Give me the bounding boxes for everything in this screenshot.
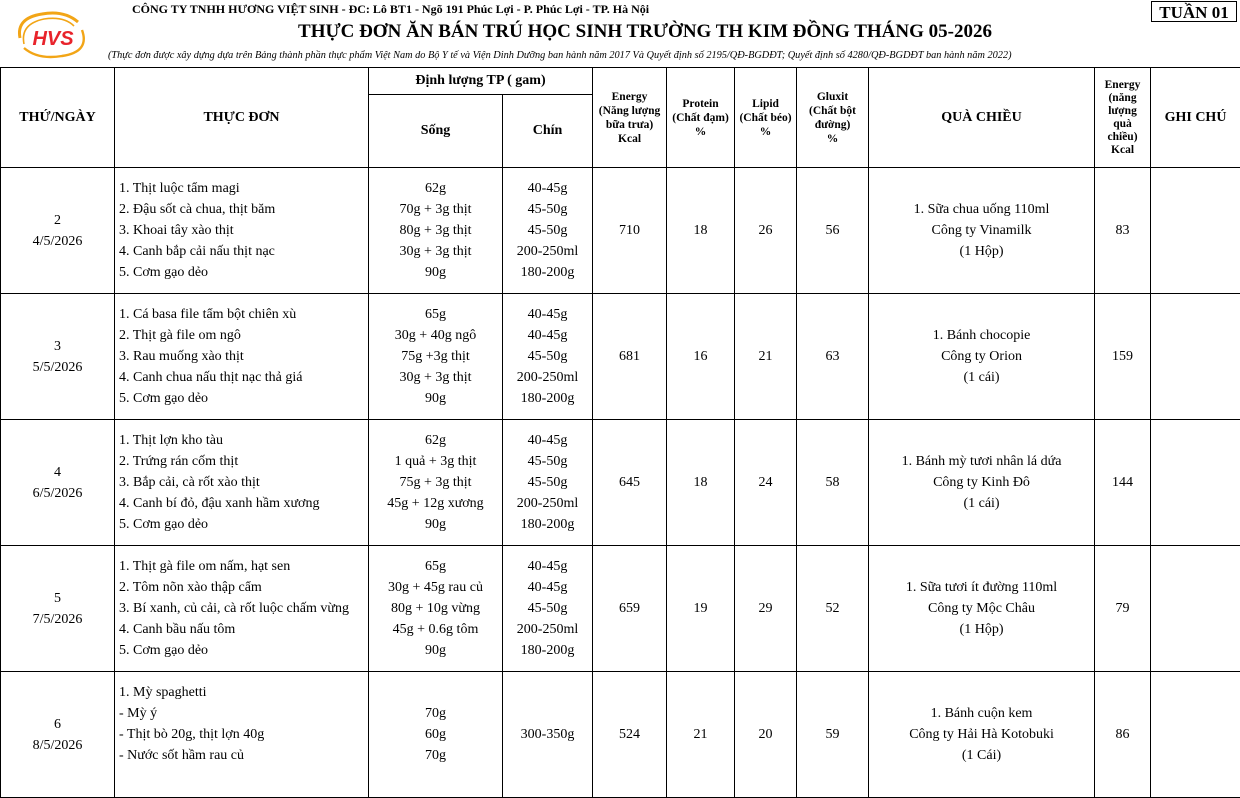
dish-item: 4. Canh bầu nấu tôm	[119, 622, 236, 637]
cooked-amount	[506, 682, 589, 703]
dishes-cell	[115, 672, 369, 798]
snack-line: Công ty Kinh Đô	[933, 475, 1030, 490]
snack-cell	[869, 672, 1095, 798]
snack-line: 1. Bánh mỳ tươi nhân lá dứa	[901, 454, 1062, 469]
raw-amount	[372, 766, 499, 787]
energy-cell	[593, 546, 667, 672]
cooked-amount	[506, 745, 589, 766]
raw-cell	[369, 294, 503, 420]
note-cell	[1151, 672, 1240, 798]
weekday: 6	[54, 716, 61, 732]
gluxit-cell	[797, 672, 869, 798]
raw-amount: 62g	[425, 181, 446, 196]
dish-item	[119, 766, 364, 787]
gluxit-value: 58	[825, 474, 840, 490]
dish-item: 3. Bắp cải, cà rốt xào thịt	[119, 475, 260, 490]
cooked-amount: 45-50g	[527, 601, 568, 616]
snack-line: 1. Sữa tươi ít đường 110ml	[905, 580, 1058, 595]
dish-item: 4. Canh bí đỏ, đậu xanh hầm xương	[119, 496, 320, 511]
snack-cell	[869, 168, 1095, 294]
cooked-cell	[503, 672, 593, 798]
lipid-value: 24	[758, 474, 773, 490]
header-note: GHI CHÚ	[1151, 68, 1240, 168]
day-cell	[1, 546, 115, 672]
snack-line: 1. Bánh cuộn kem	[930, 706, 1033, 721]
dish-item: 1. Thịt gà file om nấm, hạt sen	[119, 559, 291, 574]
day-cell	[1, 420, 115, 546]
cooked-cell	[503, 546, 593, 672]
energy-cell	[593, 294, 667, 420]
date: 4/5/2026	[32, 233, 83, 249]
cooked-cell	[503, 294, 593, 420]
gluxit-cell	[797, 546, 869, 672]
dish-item: 3. Bí xanh, củ cải, cà rốt luộc chấm vừng	[119, 601, 349, 616]
snack-line: 1. Bánh chocopie	[932, 328, 1031, 343]
dish-item: 5. Cơm gạo dẻo	[119, 391, 209, 406]
cooked-amount	[506, 703, 589, 724]
raw-amount: 30g + 45g rau củ	[388, 580, 483, 595]
dish-item: 1. Thịt luộc tẩm magi	[119, 181, 240, 196]
header-snack: QUÀ CHIỀU	[869, 68, 1095, 168]
header-raw: Sống	[369, 95, 503, 168]
cooked-amount: 180-200g	[520, 265, 575, 280]
raw-amount: 30g + 3g thịt	[399, 244, 472, 259]
raw-amount: 90g	[425, 265, 446, 280]
dish-item: 1. Mỳ spaghetti	[119, 685, 207, 700]
snack-energy-value: 83	[1115, 222, 1130, 238]
date: 8/5/2026	[32, 737, 83, 753]
cooked-amount: 45-50g	[527, 454, 568, 469]
protein-value: 21	[693, 726, 708, 742]
weekday: 2	[54, 212, 61, 228]
cooked-amount: 200-250ml	[516, 622, 579, 637]
raw-amount: 45g + 12g xương	[387, 496, 484, 511]
dish-item: 2. Thịt gà file om ngô	[119, 328, 241, 343]
dish-item: - Mỳ ý	[119, 706, 158, 721]
week-badge: TUẦN 01	[1151, 1, 1237, 22]
raw-amount: 65g	[425, 307, 446, 322]
cooked-amount: 180-200g	[520, 643, 575, 658]
raw-amount: 75g +3g thịt	[401, 349, 470, 364]
dish-item: 2. Tôm nõn xào thập cẩm	[119, 580, 262, 595]
protein-value: 16	[693, 348, 708, 364]
energy-cell	[593, 420, 667, 546]
date: 5/5/2026	[32, 359, 83, 375]
company-address: CÔNG TY TNHH HƯƠNG VIỆT SINH - ĐC: Lô BT1 - Ngõ 191 Phúc Lợi - P. Phúc Lợi - TP. Hà Nội	[132, 2, 650, 16]
cooked-amount: 180-200g	[520, 391, 575, 406]
raw-cell	[369, 420, 503, 546]
dish-item: 5. Cơm gạo dẻo	[119, 643, 209, 658]
cooked-amount: 200-250ml	[516, 496, 579, 511]
snack-line: Công ty Vinamilk	[931, 223, 1032, 238]
reference-note: (Thực đơn được xây dựng dựa trên Bảng thành phần thực phẩm Việt Nam do Bộ Y tế và Viện Dinh Dưỡng ban hành năm 2017 Và Quyết định số 2195/QĐ-BGDĐT; Quyết định số 4280/QĐ-BGDĐT ban hành năm 2022)	[108, 50, 1012, 61]
raw-amount: 30g + 40g ngô	[394, 328, 477, 343]
cooked-amount: 45-50g	[527, 202, 568, 217]
lipid-cell	[735, 546, 797, 672]
snack-line: Công ty Mộc Châu	[928, 601, 1035, 616]
energy-value: 681	[619, 348, 641, 364]
dish-item: 4. Canh bắp cải nấu thịt nạc	[119, 244, 275, 259]
dish-item: 4. Canh chua nấu thịt nạc thả giá	[119, 370, 303, 385]
gluxit-value: 59	[825, 726, 840, 742]
cooked-amount: 40-45g	[527, 181, 568, 196]
raw-amount: 90g	[425, 517, 446, 532]
gluxit-cell	[797, 168, 869, 294]
day-row	[1, 168, 1240, 294]
weekday: 3	[54, 338, 61, 354]
raw-amount: 70g	[425, 706, 446, 721]
raw-amount: 70g + 3g thịt	[399, 202, 472, 217]
energy-value: 659	[619, 600, 641, 616]
gluxit-cell	[797, 420, 869, 546]
note-cell	[1151, 546, 1240, 672]
cooked-amount: 200-250ml	[516, 370, 579, 385]
date: 7/5/2026	[32, 611, 83, 627]
cooked-cell	[503, 420, 593, 546]
gluxit-value: 56	[825, 222, 840, 238]
dish-item: - Nước sốt hầm rau củ	[119, 748, 245, 763]
cooked-amount: 40-45g	[527, 433, 568, 448]
header-cooked: Chín	[503, 95, 593, 168]
page-title: THỰC ĐƠN ĂN BÁN TRÚ HỌC SINH TRƯỜNG TH KIM ĐỒNG THÁNG 05-2026	[298, 21, 992, 42]
snack-cell	[869, 546, 1095, 672]
protein-value: 18	[693, 222, 708, 238]
weekday: 5	[54, 590, 61, 606]
dish-item: 2. Trứng rán cốm thịt	[119, 454, 239, 469]
note-cell	[1151, 420, 1240, 546]
header-lipid: Lipid (Chất béo) %	[735, 68, 797, 168]
cooked-amount: 180-200g	[520, 517, 575, 532]
snack-line: Công ty Hải Hà Kotobuki	[909, 727, 1054, 742]
raw-cell	[369, 168, 503, 294]
day-cell	[1, 294, 115, 420]
logo-text: HVS	[32, 28, 74, 50]
raw-amount: 65g	[425, 559, 446, 574]
header-snack-energy: Energy (năng lượng quà chiều) Kcal	[1095, 68, 1151, 168]
cooked-amount: 45-50g	[527, 475, 568, 490]
energy-cell	[593, 672, 667, 798]
cooked-amount: 200-250ml	[516, 244, 579, 259]
dishes-cell	[115, 546, 369, 672]
cooked-amount: 300-350g	[520, 727, 575, 742]
raw-amount: 80g + 3g thịt	[399, 223, 472, 238]
raw-amount: 90g	[425, 391, 446, 406]
snack-energy-cell	[1095, 672, 1151, 798]
snack-energy-cell	[1095, 420, 1151, 546]
dish-item: 5. Cơm gạo dẻo	[119, 517, 209, 532]
dish-item: 1. Cá basa file tẩm bột chiên xù	[119, 307, 297, 322]
dish-item: 3. Khoai tây xào thịt	[119, 223, 234, 238]
snack-energy-cell	[1095, 168, 1151, 294]
lipid-cell	[735, 294, 797, 420]
header-day: THỨ/NGÀY	[1, 68, 115, 168]
dishes-cell	[115, 168, 369, 294]
dish-item: 3. Rau muống xào thịt	[119, 349, 244, 364]
cooked-amount	[506, 766, 589, 787]
protein-cell	[667, 546, 735, 672]
raw-amount: 70g	[425, 748, 446, 763]
dish-item: 5. Cơm gạo dẻo	[119, 265, 209, 280]
gluxit-value: 63	[825, 348, 840, 364]
raw-amount	[372, 682, 499, 703]
energy-value: 524	[619, 726, 641, 742]
dishes-cell	[115, 420, 369, 546]
protein-value: 19	[693, 600, 708, 616]
raw-amount: 30g + 3g thịt	[399, 370, 472, 385]
lipid-cell	[735, 168, 797, 294]
cooked-cell	[503, 168, 593, 294]
dish-item: 1. Thịt lợn kho tàu	[119, 433, 223, 448]
lipid-value: 26	[758, 222, 773, 238]
header-quantity: Định lượng TP ( gam)	[369, 68, 593, 95]
day-row	[1, 294, 1240, 420]
snack-line: (1 Hộp)	[959, 622, 1004, 637]
note-cell	[1151, 294, 1240, 420]
protein-cell	[667, 672, 735, 798]
raw-amount: 75g + 3g thịt	[399, 475, 472, 490]
protein-value: 18	[693, 474, 708, 490]
dishes-cell	[115, 294, 369, 420]
raw-amount: 80g + 10g vừng	[391, 601, 480, 616]
raw-cell	[369, 672, 503, 798]
snack-energy-value: 159	[1112, 348, 1134, 364]
energy-cell	[593, 168, 667, 294]
snack-cell	[869, 420, 1095, 546]
lipid-value: 21	[758, 348, 773, 364]
header-protein: Protein (Chất đạm) %	[667, 68, 735, 168]
raw-amount: 1 quả + 3g thịt	[394, 454, 477, 469]
snack-cell	[869, 294, 1095, 420]
snack-line: 1. Sữa chua uống 110ml	[913, 202, 1050, 217]
cooked-amount: 45-50g	[527, 349, 568, 364]
snack-line: (1 cái)	[963, 370, 1000, 385]
date: 6/5/2026	[32, 485, 83, 501]
cooked-amount: 40-45g	[527, 559, 568, 574]
snack-energy-cell	[1095, 546, 1151, 672]
protein-cell	[667, 168, 735, 294]
raw-amount: 60g	[425, 727, 446, 742]
protein-cell	[667, 294, 735, 420]
snack-line: Công ty Orion	[941, 349, 1022, 364]
cooked-amount: 40-45g	[527, 328, 568, 343]
snack-line: (1 cái)	[963, 496, 1000, 511]
header-menu: THỰC ĐƠN	[115, 68, 369, 168]
snack-line: (1 Hộp)	[959, 244, 1004, 259]
header-energy: Energy (Năng lượng bữa trưa) Kcal	[593, 68, 667, 168]
gluxit-cell	[797, 294, 869, 420]
protein-cell	[667, 420, 735, 546]
menu-table	[0, 67, 1240, 798]
day-row	[1, 420, 1240, 546]
day-row	[1, 546, 1240, 672]
cooked-amount: 45-50g	[527, 223, 568, 238]
gluxit-value: 52	[825, 600, 840, 616]
dish-item: 2. Đậu sốt cà chua, thịt băm	[119, 202, 276, 217]
snack-energy-value: 79	[1115, 600, 1130, 616]
energy-value: 645	[619, 474, 641, 490]
snack-line: (1 Cái)	[961, 748, 1002, 763]
lipid-cell	[735, 672, 797, 798]
cooked-amount: 40-45g	[527, 580, 568, 595]
raw-amount: 45g + 0.6g tôm	[392, 622, 479, 637]
energy-value: 710	[619, 222, 641, 238]
raw-cell	[369, 546, 503, 672]
lipid-value: 29	[758, 600, 773, 616]
dish-item: - Thịt bò 20g, thịt lợn 40g	[119, 727, 265, 742]
raw-amount: 62g	[425, 433, 446, 448]
snack-energy-value: 86	[1115, 726, 1130, 742]
header-gluxit: Gluxit (Chất bột đường) %	[797, 68, 869, 168]
day-cell	[1, 168, 115, 294]
raw-amount: 90g	[425, 643, 446, 658]
day-row	[1, 672, 1240, 798]
snack-energy-cell	[1095, 294, 1151, 420]
lipid-cell	[735, 420, 797, 546]
day-cell	[1, 672, 115, 798]
weekday: 4	[54, 464, 61, 480]
note-cell	[1151, 168, 1240, 294]
snack-energy-value: 144	[1112, 474, 1134, 490]
cooked-amount: 40-45g	[527, 307, 568, 322]
lipid-value: 20	[758, 726, 773, 742]
